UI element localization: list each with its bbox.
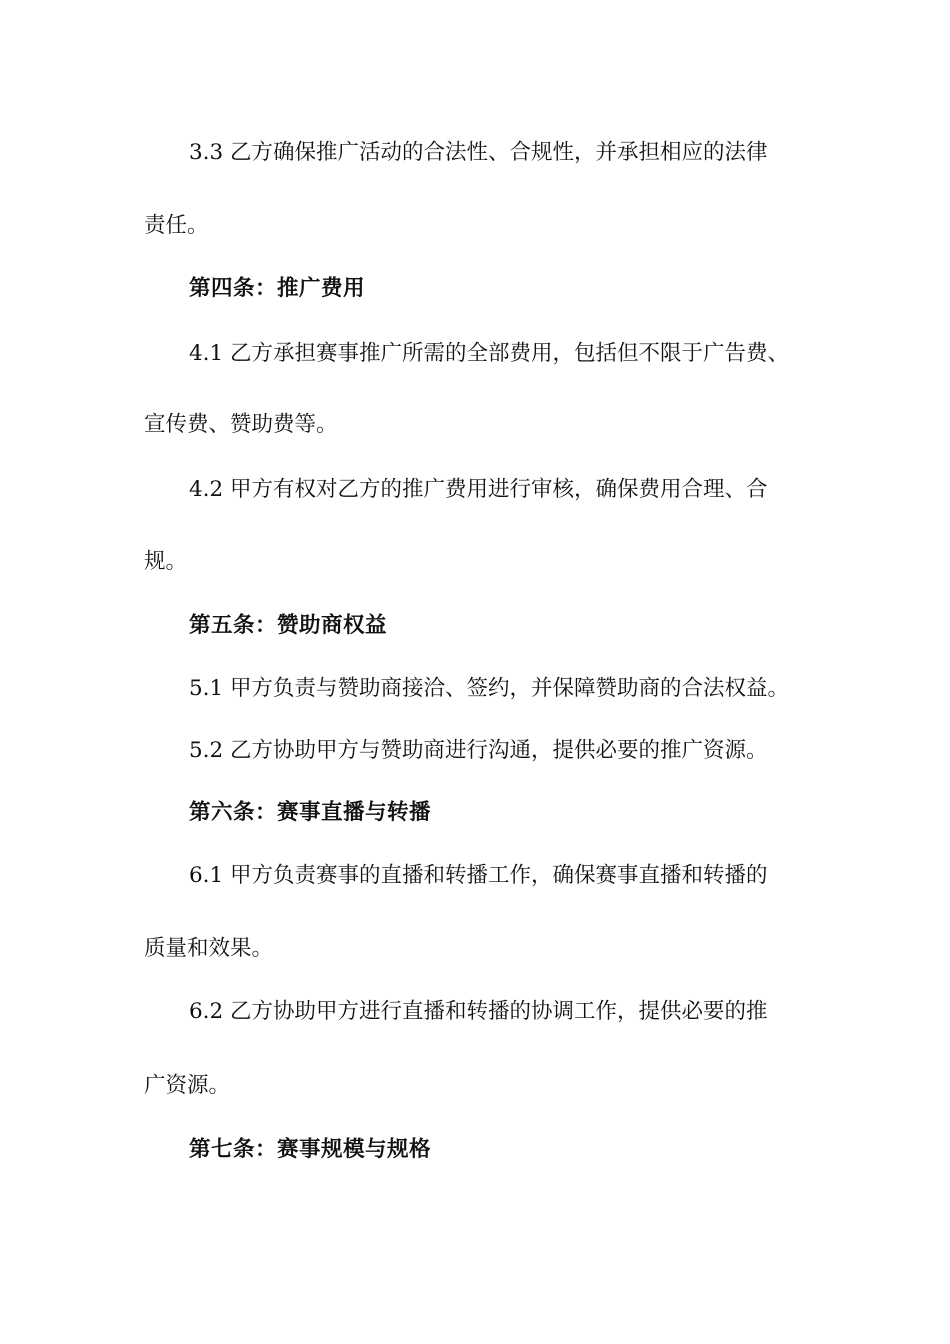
clause-4-1-line-2: 宣传费、赞助费等。	[144, 412, 338, 437]
article-5-heading: 第五条：赞助商权益	[189, 613, 388, 638]
clause-6-1-line-1: 6.1 甲方负责赛事的直播和转播工作，确保赛事直播和转播的	[189, 863, 768, 888]
clause-6-2-line-1: 6.2 乙方协助甲方进行直播和转播的协调工作，提供必要的推	[189, 999, 768, 1024]
clause-4-1-line-1: 4.1 乙方承担赛事推广所需的全部费用，包括但不限于广告费、	[189, 341, 790, 366]
clause-3-3-line-1: 3.3 乙方确保推广活动的合法性、合规性，并承担相应的法律	[189, 140, 768, 165]
clause-4-2-line-2: 规。	[144, 549, 188, 574]
article-6-heading: 第六条：赛事直播与转播	[189, 800, 432, 825]
clause-5-1: 5.1 甲方负责与赞助商接洽、签约，并保障赞助商的合法权益。	[189, 676, 790, 701]
clause-6-1-line-2: 质量和效果。	[144, 936, 274, 961]
article-7-heading: 第七条：赛事规模与规格	[189, 1137, 432, 1162]
article-4-heading: 第四条：推广费用	[189, 276, 366, 301]
clause-3-3-line-2: 责任。	[144, 213, 209, 238]
clause-6-2-line-2: 广资源。	[144, 1073, 231, 1098]
clause-4-2-line-1: 4.2 甲方有权对乙方的推广费用进行审核，确保费用合理、合	[189, 477, 768, 502]
clause-5-2: 5.2 乙方协助甲方与赞助商进行沟通，提供必要的推广资源。	[189, 738, 768, 763]
